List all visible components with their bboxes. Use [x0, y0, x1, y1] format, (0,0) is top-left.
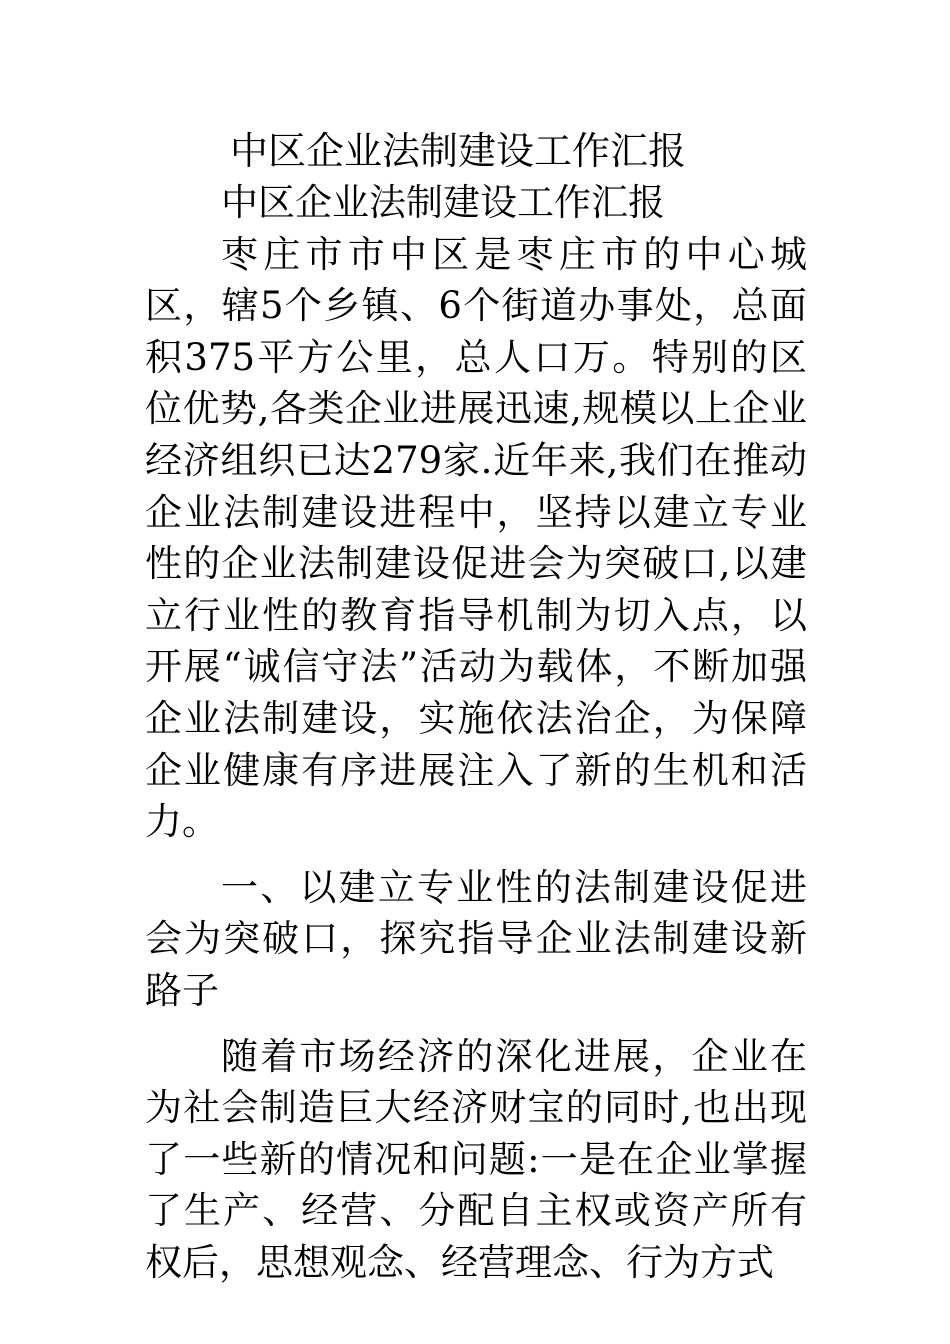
paragraph-intro: 枣庄市市中区是枣庄市的中心城区，辖5个乡镇、6个街道办事处，总面积375平方公里，总人口万。特别的区位优势,各类企业进展迅速,规模以上企业经济组织已达279家.近年来,我们在推动企业法制建设进程中，坚持以建立专业性的企业法制建设促进会为突破口,以建立行业性的教育指导机制为切入点，以开展“诚信守法”活动为载体，不断加强企业法制建设，实施依法治企，为保障企业健康有序进展注入了新的生机和活力。 [145, 232, 807, 844]
section-heading-1: 一、以建立专业性的法制建设促进会为突破口，探究指导企业法制建设新路子 [145, 865, 807, 1012]
document-title: 中区企业法制建设工作汇报 [230, 129, 687, 173]
document-subtitle: 中区企业法制建设工作汇报 [221, 181, 665, 224]
document-body [145, 177, 807, 1288]
paragraph-section-1: 随着市场经济的深化进展，企业在为社会制造巨大经济财宝的同时,也出现了一些新的情况和问题:一是在企业掌握了生产、经营、分配自主权或资产所有权后，思想观念、经营理念、行为方式 [145, 1034, 807, 1284]
